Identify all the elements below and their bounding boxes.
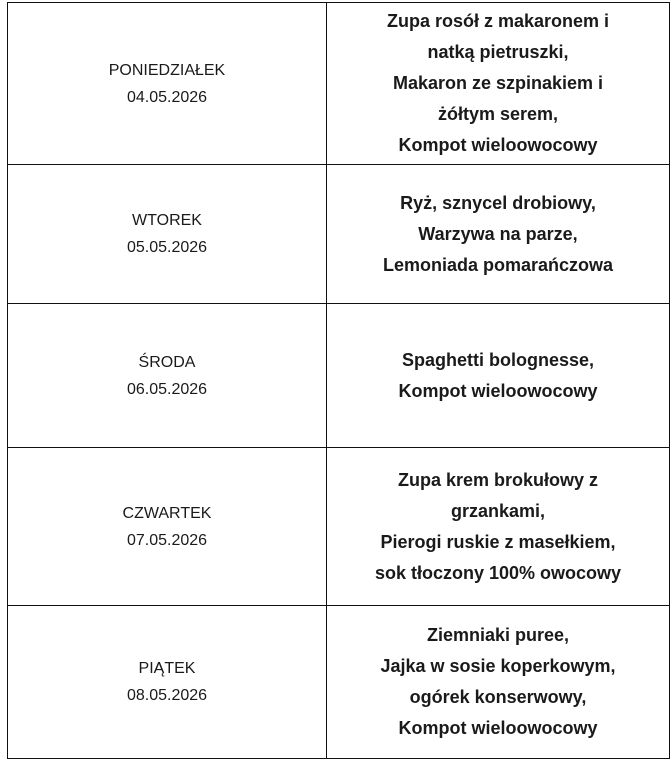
day-date: 08.05.2026 [126, 687, 208, 704]
table-row [8, 304, 670, 448]
meal-line: ogórek konserwowy, [409, 687, 587, 707]
meal-cell [327, 3, 670, 165]
meal-line: żółtym serem, [437, 104, 559, 124]
day-cell [8, 304, 327, 448]
day-cell [8, 165, 327, 304]
day-date: 05.05.2026 [126, 239, 208, 256]
meal-line: Kompot wieloowocowy [398, 380, 598, 401]
menu-table [7, 2, 670, 759]
day-name: PIĄTEK [138, 660, 196, 677]
meal-cell [327, 606, 670, 759]
table-row [8, 165, 670, 304]
meal-cell [327, 304, 670, 448]
meal-line: Jajka w sosie koperkowym, [380, 656, 616, 676]
meal-line: Lemoniada pomarańczowa [382, 254, 614, 275]
meal-line: Kompot wieloowocowy [398, 135, 598, 155]
meal-line: grzankami, [450, 500, 546, 521]
meal-line: Kompot wieloowocowy [398, 718, 598, 738]
meal-line: Ziemniaki puree, [426, 625, 570, 645]
meal-cell [327, 165, 670, 304]
meal-line: Warzywa na parze, [418, 223, 578, 244]
meal-line: Makaron ze szpinakiem i [392, 73, 604, 93]
meal-line: Pierogi ruskie z masełkiem, [380, 531, 616, 552]
day-name: CZWARTEK [122, 504, 212, 522]
day-date: 04.05.2026 [126, 88, 208, 106]
meal-line: Zupa krem brokułowy z [397, 469, 599, 490]
day-cell [8, 3, 327, 165]
meal-line: Ryż, sznycel drobiowy, [400, 192, 596, 213]
day-cell [8, 448, 327, 606]
meal-cell [327, 448, 670, 606]
table-row [8, 448, 670, 606]
meal-line: Zupa rosół z makaronem i [386, 11, 610, 31]
day-name: ŚRODA [138, 353, 196, 371]
day-name: PONIEDZIAŁEK [108, 61, 226, 79]
meal-line: Spaghetti bolognesse, [401, 349, 595, 370]
day-date: 07.05.2026 [126, 531, 208, 549]
day-name: WTOREK [132, 212, 202, 229]
meal-line: natką pietruszki, [427, 42, 569, 62]
day-date: 06.05.2026 [126, 380, 208, 398]
day-cell [8, 606, 327, 759]
table-row [8, 3, 670, 165]
meal-line: sok tłoczony 100% owocowy [374, 562, 622, 583]
table-row [8, 606, 670, 759]
